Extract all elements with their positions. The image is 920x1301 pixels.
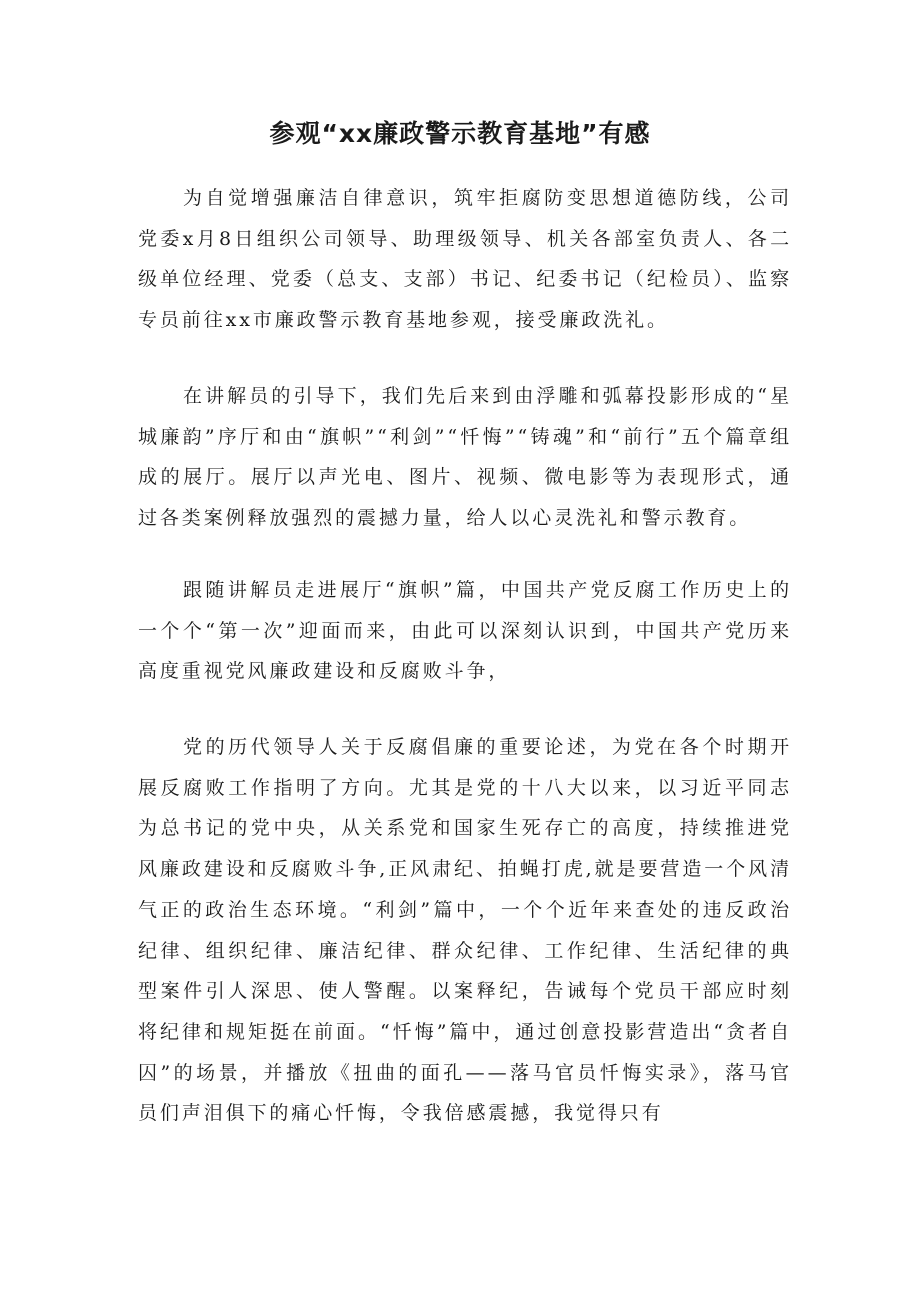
paragraph-exhibition-halls: 在讲解员的引导下，我们先后来到由浮雕和弧幕投影形成的“星城廉韵”序厅和由“旗帜”“利剑”“忏悔”“铸魂”和“前行”五个篇章组成的展厅。展厅以声光电、图片、视频、微电影等为表现形式，通过各类案例释放强烈的震撼力量，给人以心灵洗礼和警示教育。 bbox=[138, 385, 792, 530]
document-title: 参观“xx廉政警示教育基地”有感 bbox=[269, 119, 651, 148]
paragraph-anti-corruption-history: 党的历代领导人关于反腐倡廉的重要论述，为党在各个时期开展反腐败工作指明了方向。尤其是党的十八大以来，以习近平同志为总书记的党中央，从关系党和国家生死存亡的高度，持续推进党风廉政建设和反腐败斗争,正风肃纪、拍蝇打虎,就是要营造一个风清气正的政治生态环境。“利剑”篇中，一个个近年来查处的违反政治纪律、组织纪律、廉洁纪律、群众纪律、工作纪律、生活纪律的典型案件引人深思、使人警醒。以案释纪，告诫每个党员干部应时刻将纪律和规矩挺在前面。“忏悔”篇中，通过创意投影营造出“贪者自囚”的场景，并播放《扭曲的面孔——落马官员忏悔实录》，落马官员们声泪俱下的痛心忏悔，令我倍感震撼，我觉得只有 bbox=[138, 736, 792, 1125]
paragraph-visit-intro: 为自觉增强廉洁自律意识，筑牢拒腐防变思想道德防线，公司党委x月8日组织公司领导、助理级领导、机关各部室负责人、各二级单位经理、党委（总支、支部）书记、纪委书记（纪检员）、监察专员前往xx市廉政警示教育基地参观，接受廉政洗礼。 bbox=[138, 187, 792, 332]
paragraph-banner-section: 跟随讲解员走进展厅“旗帜”篇，中国共产党反腐工作历史上的一个个“第一次”迎面而来，由此可以深刻认识到，中国共产党历来高度重视党风廉政建设和反腐败斗争， bbox=[138, 579, 792, 683]
